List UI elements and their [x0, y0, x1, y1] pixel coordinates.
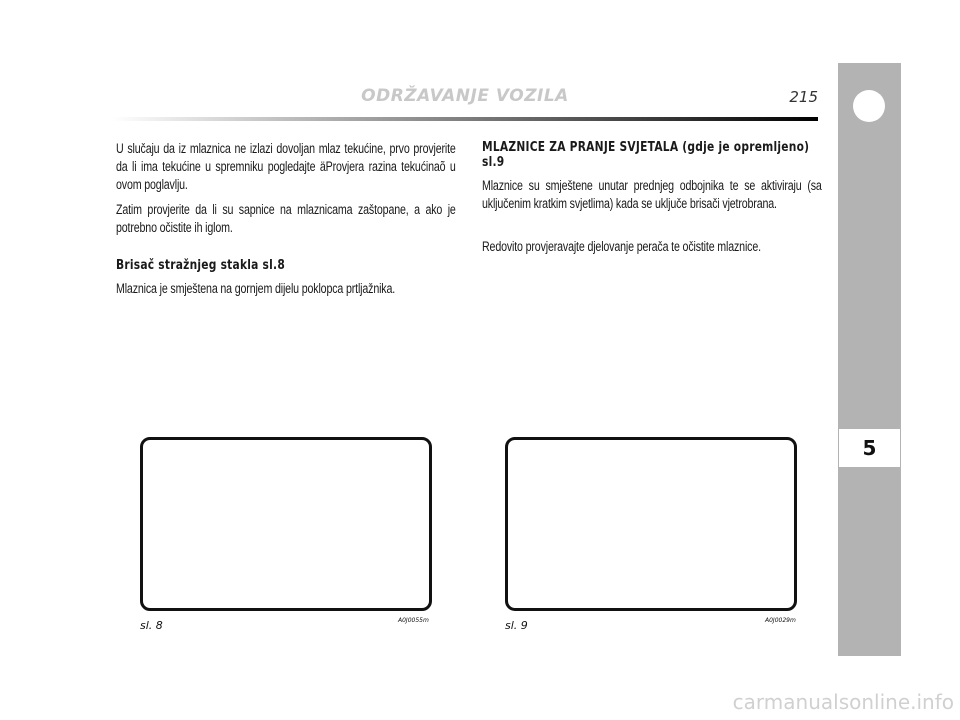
- figure-9-code: A0J0029m: [765, 617, 796, 624]
- left-column: [116, 140, 456, 305]
- rear-wiper-heading: Brisač stražnjeg stakla sl.8: [116, 257, 285, 273]
- left-paragraph-3: Mlaznica je smještena na gornjem dijelu poklopca prtljažnika.: [116, 281, 396, 296]
- section-title: ODRŽAVANJE VOZILA: [361, 86, 569, 106]
- figure-9-label: sl. 9: [505, 619, 528, 632]
- figure-8-label: sl. 8: [140, 619, 163, 632]
- right-paragraph-2: Redovito provjeravajte djelovanje perača te očistite mlaznice.: [482, 239, 761, 254]
- figure-8-code: A0J0055m: [398, 617, 429, 624]
- chapter-tab-bar: [838, 63, 901, 656]
- left-paragraph-2: Zatim provjerite da li su sapnice na mlaznicama zaštopane, a ako je potrebno očistite ih iglom.: [116, 202, 456, 235]
- watermark: carmanualsonline.info: [732, 690, 954, 714]
- page-number: 215: [789, 88, 818, 106]
- headlamp-washer-heading: MLAZNICE ZA PRANJE SVJETALA (gdje je opremljeno) sl.9: [482, 139, 810, 170]
- figure-8-frame: [140, 437, 432, 611]
- chapter-number: 5: [838, 428, 901, 468]
- left-paragraph-1: U slučaju da iz mlaznica ne izlazi dovoljan mlaz tekućine, prvo provjerite da li ima tekućine u spremniku pogledajte äProvjera razina tekućinaõ u ovom poglavlju.: [116, 141, 456, 192]
- chapter-marker-circle: [853, 90, 885, 122]
- header-divider: [112, 117, 818, 121]
- figure-9-frame: [505, 437, 797, 611]
- right-paragraph-1: Mlaznice su smještene unutar prednjeg odbojnika te se aktiviraju (sa uključenim kratkim svjetlima) kada se uključe brisači vjetrobrana.: [482, 178, 822, 211]
- right-column: [482, 140, 822, 263]
